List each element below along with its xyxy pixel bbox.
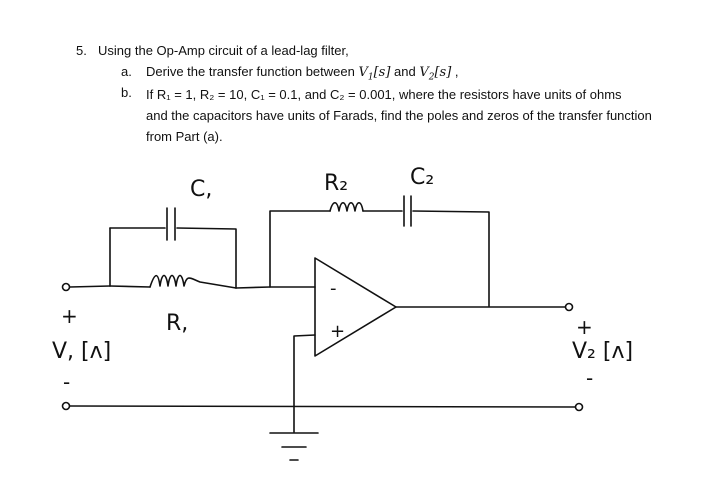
resistor-r1 — [150, 276, 236, 289]
bottom-rail — [70, 406, 575, 407]
part-b-line-1: If R₁ = 1, R₂ = 10, C₁ = 0.1, and C₂ = 0.001, where the resistors have units of ohms — [146, 87, 622, 102]
c1-right-wire — [177, 228, 236, 288]
resistor-r2 — [330, 203, 363, 211]
part-a-text-post: , — [451, 64, 459, 79]
label-vout: V₂ [ᴧ] — [572, 339, 634, 364]
label-vin-minus: - — [63, 370, 71, 394]
label-c2: C₂ — [410, 165, 435, 190]
part-a-text-pre: Derive the transfer function between — [146, 64, 359, 79]
capacitor-c2 — [404, 196, 411, 226]
part-a-label: a. — [121, 64, 132, 79]
input-wire — [70, 286, 110, 287]
input-terminal-top — [63, 284, 70, 291]
v1-symbol: $V_1[s]$ — [358, 65, 391, 83]
label-vin: V, [ᴧ] — [52, 339, 112, 364]
label-vout-plus: + — [576, 315, 593, 339]
feedback-left-wire — [270, 211, 330, 287]
part-b-label: b. — [121, 85, 132, 100]
problem-number: 5. — [76, 43, 87, 58]
part-b-line-2: and the capacitors have units of Farads, find the poles and zeros of the transfer function — [146, 108, 652, 123]
label-r1: R, — [166, 311, 189, 336]
noninverting-ground-wire — [294, 335, 315, 432]
label-vout-minus: - — [586, 366, 594, 390]
label-opamp-plus: + — [330, 321, 346, 342]
label-opamp-minus: - — [330, 278, 337, 299]
label-c1: C, — [190, 177, 213, 202]
label-vin-plus: + — [61, 304, 78, 328]
input-terminal-bottom — [63, 403, 70, 410]
label-r2: R₂ — [324, 171, 349, 196]
ground-symbol — [270, 433, 318, 460]
problem-stem: Using the Op-Amp circuit of a lead-lag filter, — [98, 43, 349, 58]
capacitor-c1 — [167, 208, 175, 240]
part-b-line-3: from Part (a). — [146, 129, 223, 144]
op-amp-triangle — [315, 258, 396, 356]
v2-symbol: $V_2[s]$ — [419, 65, 452, 83]
part-a-text-mid: and — [390, 64, 420, 79]
output-terminal-top — [566, 304, 573, 311]
r1-left-wire — [110, 286, 150, 287]
feedback-right-wire — [413, 211, 489, 306]
inverting-input-wire — [236, 287, 315, 288]
output-terminal-bottom — [576, 404, 583, 411]
